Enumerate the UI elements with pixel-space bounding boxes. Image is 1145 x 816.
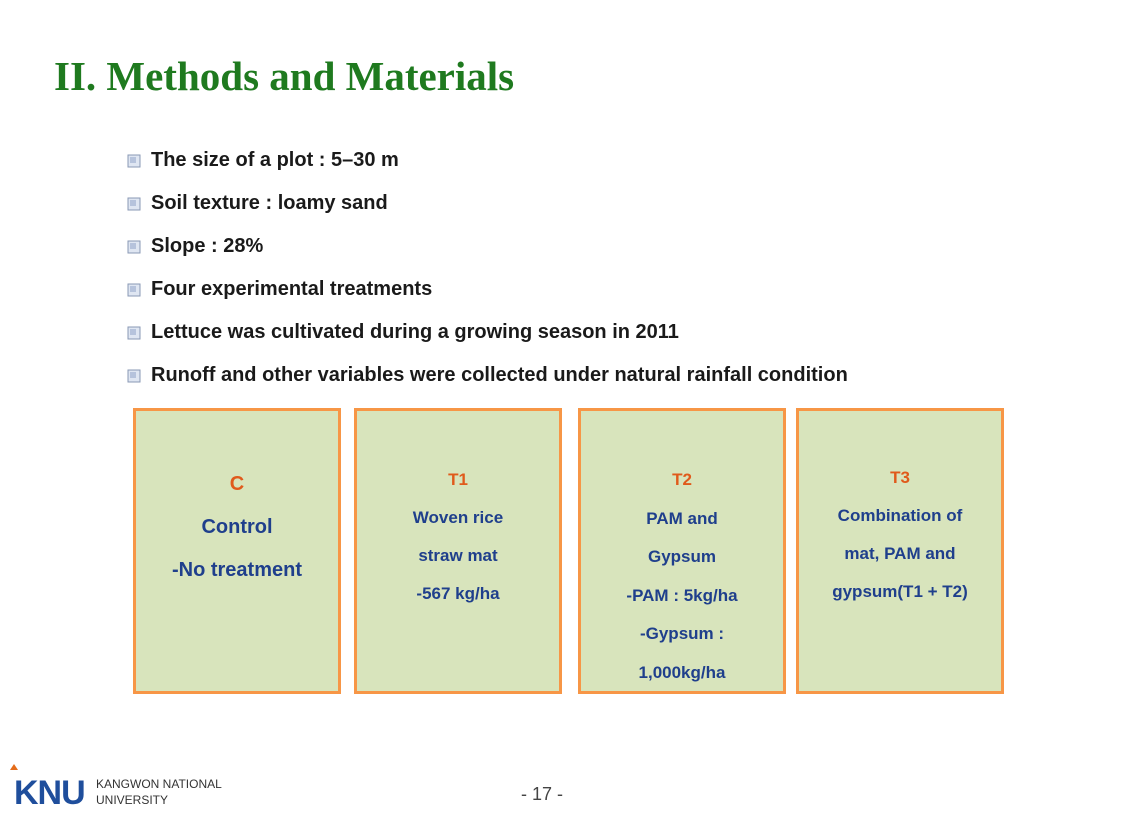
treatment-line: Gypsum [647, 547, 717, 566]
logo-mark-text: KNU [14, 774, 85, 812]
treatment-line: mat, PAM and [844, 544, 956, 563]
treatment-line: gypsum(T1 + T2) [832, 582, 968, 601]
bullet-text: Lettuce was cultivated during a growing season in 2011 [151, 321, 679, 343]
bullet-icon [127, 240, 141, 254]
bullet-item [127, 225, 848, 268]
bullet-item [127, 182, 848, 225]
bullet-text: Runoff and other variables were collected under natural rainfall condition [151, 364, 848, 386]
bullet-icon [127, 283, 141, 297]
bullet-text: Soil texture : loamy sand [151, 192, 388, 214]
bullet-item [127, 354, 848, 397]
treatment-line: Control [201, 516, 273, 538]
university-logo [6, 762, 222, 815]
bullet-list [127, 139, 848, 397]
treatment-line: Woven rice [412, 508, 504, 527]
treatment-box-t2 [578, 408, 786, 694]
treatment-code: T2 [672, 470, 692, 489]
bullet-item [127, 268, 848, 311]
treatment-line: -PAM : 5kg/ha [626, 585, 738, 605]
bullet-text: The size of a plot : 5–30 m [151, 149, 399, 171]
treatment-line: -567 kg/ha [416, 584, 500, 603]
treatment-line: PAM and [646, 508, 718, 528]
treatment-box-t1 [354, 408, 562, 694]
treatment-line: straw mat [418, 546, 498, 565]
bullet-item [127, 311, 848, 354]
treatment-line: Combination of [837, 506, 963, 525]
treatment-line: -No treatment [171, 559, 302, 581]
logo-line1: KANGWON NATIONAL [96, 777, 222, 791]
bullet-icon [127, 326, 141, 340]
treatment-box-control [133, 408, 341, 694]
bullet-icon [127, 369, 141, 383]
treatment-box-t3 [796, 408, 1004, 694]
treatment-line: -Gypsum : [639, 624, 725, 643]
slide-title: II. Methods and Materials [54, 53, 515, 99]
treatment-line: 1,000kg/ha [638, 662, 726, 682]
bullet-icon [127, 197, 141, 211]
treatment-code: T1 [448, 470, 468, 489]
treatment-code: T3 [890, 468, 910, 487]
page-number: - 17 - [521, 784, 564, 804]
knu-logo-mark [6, 762, 222, 812]
logo-line2: UNIVERSITY [96, 793, 169, 807]
bullet-item [127, 139, 848, 182]
bullet-text: Four experimental treatments [151, 278, 433, 300]
treatment-code: C [229, 473, 245, 495]
bullet-text: Slope : 28% [151, 235, 264, 257]
bullet-icon [127, 154, 141, 168]
